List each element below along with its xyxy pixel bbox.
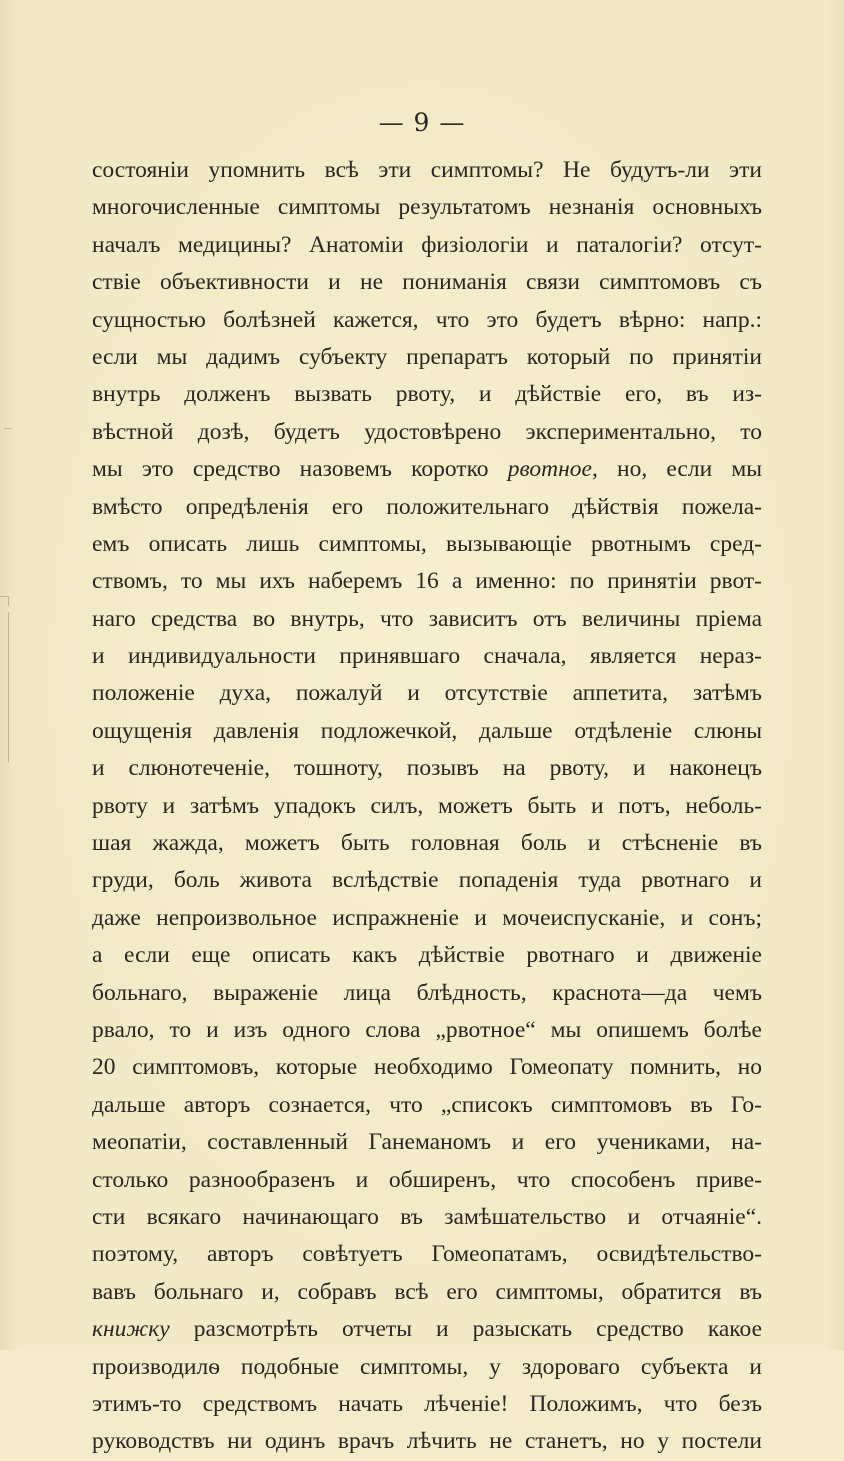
text-line: ствiе объективности и не пониманiя связи симптомовъ съ	[92, 269, 762, 296]
italic-word: книжку	[92, 1316, 170, 1343]
text-line: даже непроизвольное испражненiе и мочеиспусканiе, и сонъ;	[92, 904, 762, 931]
text-line: вѣстной дозѣ, будетъ удостовѣрено экспериментально, то	[92, 418, 762, 445]
text-line: рвало, то и изъ одного слова „рвотное“ мы опишемъ болѣе	[92, 1016, 762, 1043]
text-line: руководствъ ни одинъ врачъ лѣчить не станетъ, но у постели	[92, 1428, 762, 1455]
text-line: вавъ больнаго и, собравъ всѣ его симптомы, обратится въ	[92, 1278, 762, 1305]
text-line: ощущенiя давленiя подложечкой, дальше отдѣленiе слюны	[92, 717, 762, 744]
text-line: меопатiи, составленный Ганеманомъ и его учениками, на-	[92, 1129, 762, 1156]
text-line: состоянiи упомнить всѣ эти симптомы? Не будутъ-ли эти	[92, 157, 762, 183]
margin-mark-bracket-tick	[0, 596, 8, 597]
text-line: вмѣсто опредѣленiя его положительнаго дѣйствiя пожела-	[92, 493, 762, 520]
text-line: сущностью болѣзней кажется, что это будетъ вѣрно: напр.:	[92, 306, 762, 333]
text-line: столько разнообразенъ и обширенъ, что способенъ приве-	[92, 1166, 762, 1193]
text-line: а если еще описать какъ дѣйствiе рвотнаго и движенiе	[92, 942, 762, 969]
text-line: емъ описать лишь симптомы, вызывающiе рвотнымъ сред-	[92, 530, 762, 557]
text-line: началъ медицины? Анатомiи физiологiи и паталогiи? отсут-	[92, 231, 762, 258]
text-line: если мы дадимъ субъекту препаратъ который по принятiи	[92, 343, 762, 370]
text-line: дальше авторъ сознается, что „списокъ симптомовъ въ Го-	[92, 1091, 762, 1118]
text-line: этимъ-то средствомъ начать лѣченiе! Положимъ, что безъ	[92, 1390, 762, 1417]
margin-mark-bracket-line	[8, 612, 9, 762]
text-line: груди, боль живота вслѣдствiе попаденiя туда рвотнаго и	[92, 867, 762, 894]
text-line: многочисленные симптомы результатомъ незнанiя основныхъ	[92, 194, 762, 221]
body-text	[92, 152, 762, 1461]
text-line: 20 симптомовъ, которые необходимо Гомеопату помнить, но	[92, 1054, 762, 1081]
text-line: производилѳ подобные симптомы, у здороваго субъекта и	[92, 1353, 762, 1380]
text-line: сти всякаго начинающаго въ замѣшательство и отчаянiе“.	[92, 1203, 762, 1230]
text-line: внутрь долженъ вызвать рвоту, и дѣйствiе его, въ из-	[92, 381, 762, 408]
text-line: шая жажда, можетъ быть головная боль и стѣсненiе въ	[92, 830, 762, 857]
italic-word: рвотное	[507, 456, 592, 483]
text-line: и индивидуальности принявшаго сначала, является нераз-	[92, 643, 762, 670]
text-line: наго средства во внутрь, что зависитъ отъ величины прiема	[92, 605, 762, 632]
text-line: рвоту и затѣмъ упадокъ силъ, можетъ быть и потъ, неболь-	[92, 792, 762, 819]
text-line: ствомъ, то мы ихъ наберемъ 16 а именно: по принятiи рвот-	[92, 568, 762, 595]
text-line: мы это средство назовемъ коротко рвотное, но, если мы	[92, 456, 762, 483]
text-line: положенiе духа, пожалуй и отсутствiе аппетита, затѣмъ	[92, 680, 762, 707]
margin-mark-top	[4, 428, 12, 429]
text-line: и слюнотеченiе, тошноту, позывъ на рвоту, и наконецъ	[92, 755, 762, 782]
text-line: больнаго, выраженiе лица блѣдность, краснота—да чемъ	[92, 979, 762, 1006]
page-number: — 9 —	[378, 108, 466, 137]
text-line: поэтому, авторъ совѣтуетъ Гомеопатамъ, освидѣтельство-	[92, 1241, 762, 1268]
text-line: книжку разсмотрѣть отчеты и разыскать средство какое	[92, 1316, 762, 1343]
margin-mark-bracket-top	[8, 596, 9, 606]
